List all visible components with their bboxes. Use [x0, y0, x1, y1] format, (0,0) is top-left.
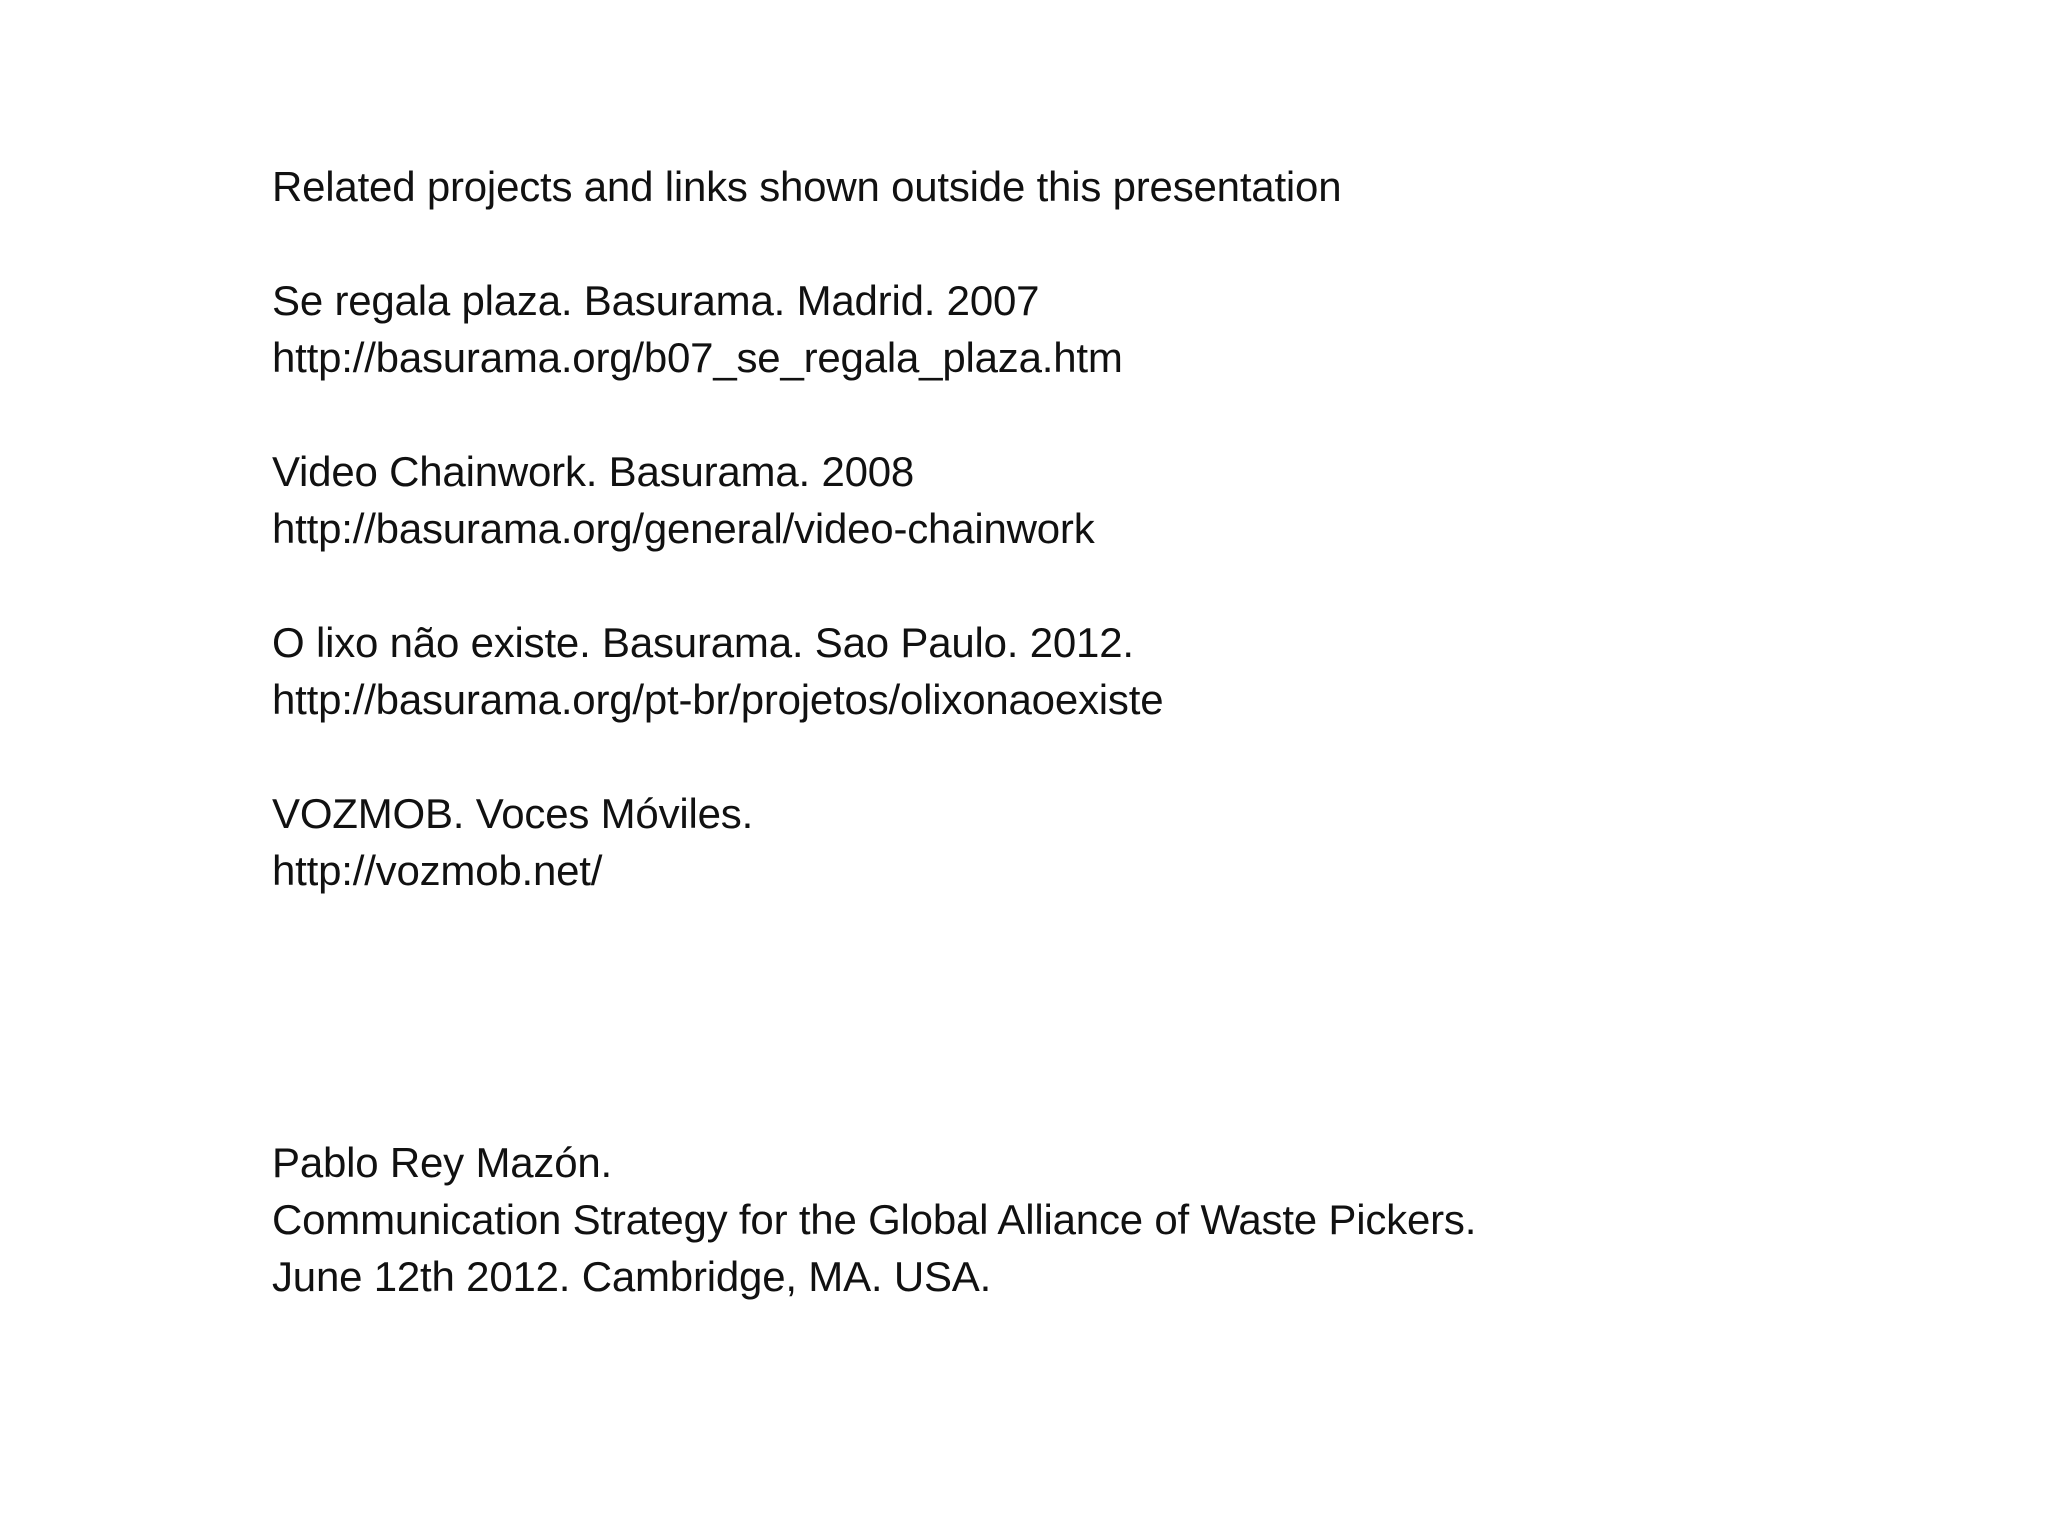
project-link[interactable]: http://basurama.org/pt-br/projetos/olixonaoexiste [272, 676, 1164, 723]
spacer [272, 557, 1972, 614]
project-title: O lixo não existe. Basurama. Sao Paulo. 2012. [272, 619, 1134, 666]
spacer [272, 728, 1972, 785]
project-link[interactable]: http://basurama.org/b07_se_regala_plaza.htm [272, 334, 1123, 381]
presentation-subtitle: Communication Strategy for the Global Alliance of Waste Pickers. [272, 1196, 1477, 1243]
spacer [272, 386, 1972, 443]
project-link[interactable]: http://vozmob.net/ [272, 847, 603, 894]
project-entry [272, 614, 1972, 728]
project-title: Video Chainwork. Basurama. 2008 [272, 448, 915, 495]
project-title: Se regala plaza. Basurama. Madrid. 2007 [272, 277, 1040, 324]
section-heading: Related projects and links shown outside this presentation [272, 163, 1342, 210]
date-location: June 12th 2012. Cambridge, MA. USA. [272, 1253, 992, 1300]
project-entry [272, 443, 1972, 557]
author-name: Pablo Rey Mazón. [272, 1139, 612, 1186]
spacer [272, 215, 1972, 272]
project-entry [272, 785, 1972, 899]
project-entry [272, 272, 1972, 386]
links-section [272, 158, 1972, 899]
credits-section [272, 1134, 1972, 1305]
project-title: VOZMOB. Voces Móviles. [272, 790, 754, 837]
project-link[interactable]: http://basurama.org/general/video-chainwork [272, 505, 1095, 552]
